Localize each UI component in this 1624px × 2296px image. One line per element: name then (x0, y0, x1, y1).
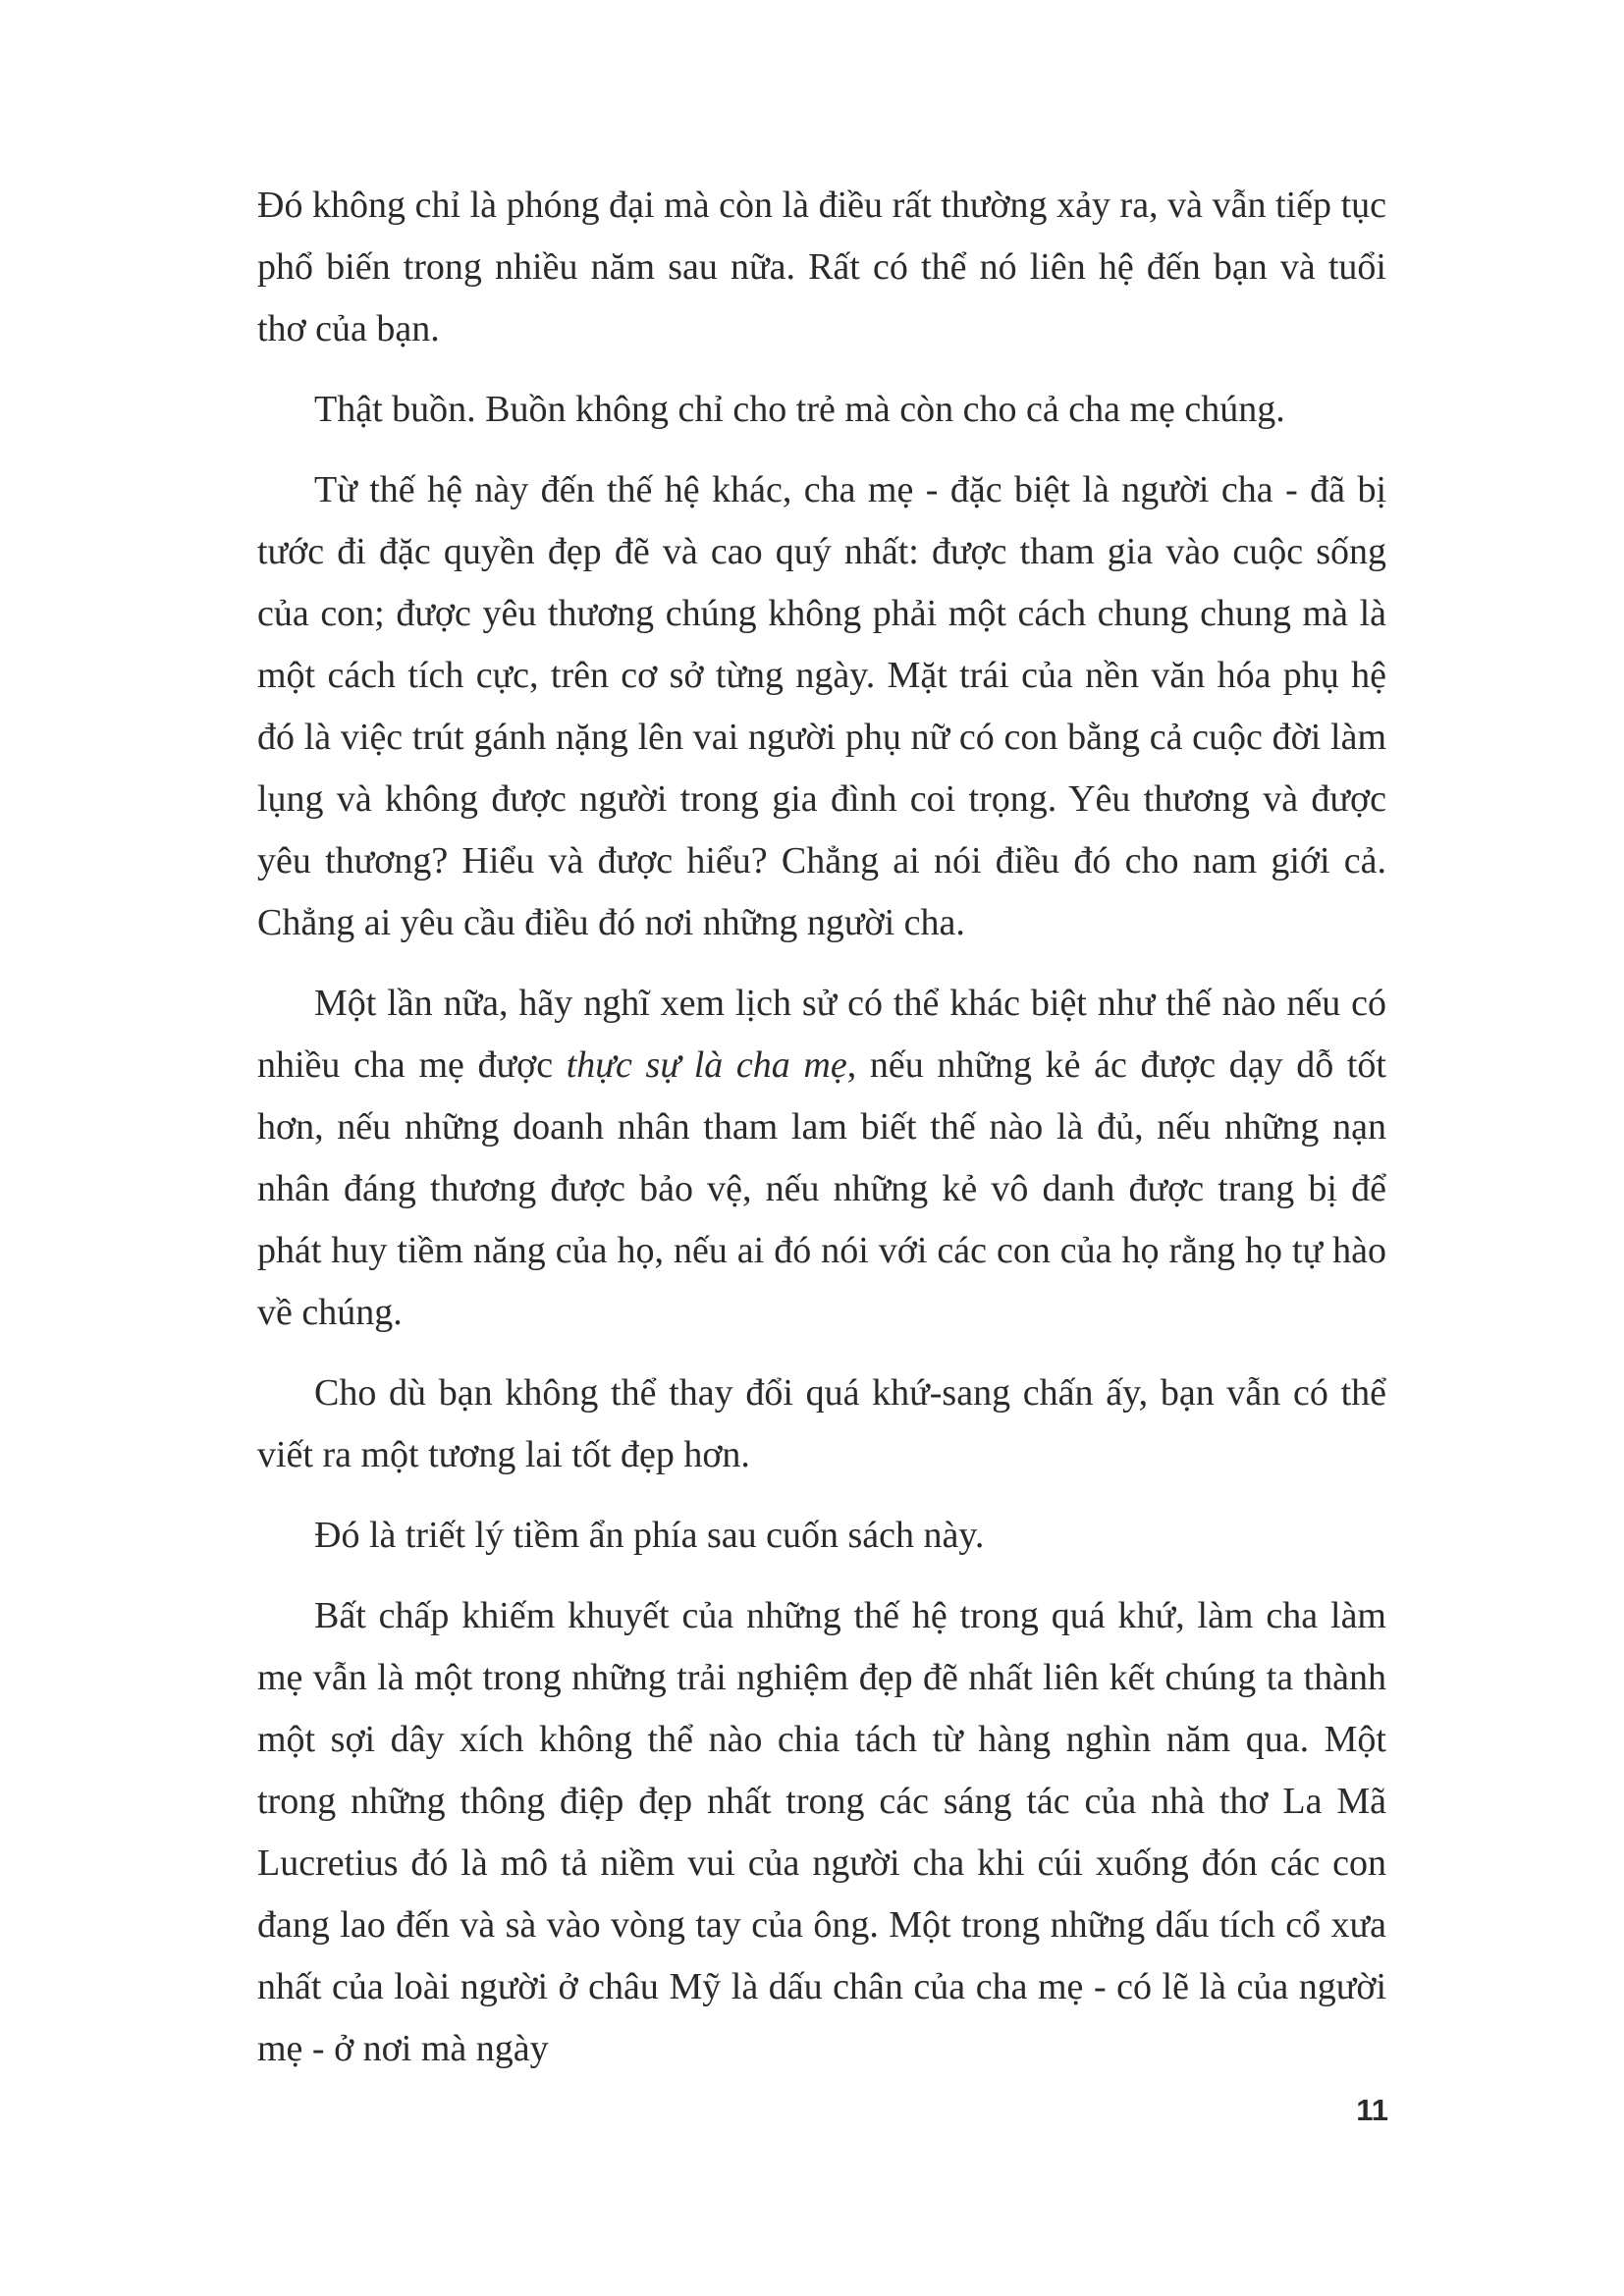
body-text (257, 175, 1386, 2080)
paragraph (257, 973, 1386, 1344)
paragraph: Đó là triết lý tiềm ẩn phía sau cuốn sách này. (314, 1515, 985, 1556)
paragraph: Thật buồn. Buồn không chỉ cho trẻ mà còn cho cả cha mẹ chúng. (314, 389, 1285, 430)
paragraph: Cho dù bạn không thể thay đổi quá khứ-sang chấn ấy, bạn vẫn có thể viết ra một tương lai tốt đẹp hơn. (257, 1372, 1386, 1475)
paragraph: Từ thế hệ này đến thế hệ khác, cha mẹ - đặc biệt là người cha - đã bị tước đi đặc quyền đẹp đẽ và cao quý nhất: được tham gia vào cuộc sống của con; được yêu thương chúng không phải một cách chung chung mà là một cách tích cực, trên cơ sở từng ngày. Mặt trái của nền văn hóa phụ hệ đó là việc trút gánh nặng lên vai người phụ nữ có con bằng cả cuộc đời làm lụng và không được người trong gia đình coi trọng. Yêu thương và được yêu thương? Hiểu và được hiểu? Chẳng ai nói điều đó cho nam giới cả. Chẳng ai yêu cầu điều đó nơi những người cha. (257, 469, 1386, 943)
italic-phrase: thực sự là cha mẹ (566, 1044, 847, 1086)
paragraph-text: Một lần nữa, hãy nghĩ xem lịch sử có thể khác biệt như thế nào nếu có nhiều cha mẹ được (257, 983, 1386, 1086)
paragraph: Đó không chỉ là phóng đại mà còn là điều rất thường xảy ra, và vẫn tiếp tục phổ biến trong nhiều năm sau nữa. Rất có thể nó liên hệ đến bạn và tuổi thơ của bạn. (257, 185, 1386, 349)
page-number: 11 (1356, 2093, 1388, 2127)
paragraph-text: , nếu những kẻ ác được dạy dỗ tốt hơn, nếu những doanh nhân tham lam biết thế nào là đủ, nếu những nạn nhân đáng thương được bảo vệ, nếu những kẻ vô danh được trang bị để phát huy tiềm năng của họ, nếu ai đó nói với các con của họ rằng họ tự hào về chúng. (257, 1044, 1386, 1333)
paragraph: Bất chấp khiếm khuyết của những thế hệ trong quá khứ, làm cha làm mẹ vẫn là một trong những trải nghiệm đẹp đẽ nhất liên kết chúng ta thành một sợi dây xích không thể nào chia tách từ hàng nghìn năm qua. Một trong những thông điệp đẹp nhất trong các sáng tác của nhà thơ La Mã Lucretius đó là mô tả niềm vui của người cha khi cúi xuống đón các con đang lao đến và sà vào vòng tay của ông. Một trong những dấu tích cổ xưa nhất của loài người ở châu Mỹ là dấu chân của cha mẹ - có lẽ là của người mẹ - ở nơi mà ngày (257, 1595, 1386, 2069)
